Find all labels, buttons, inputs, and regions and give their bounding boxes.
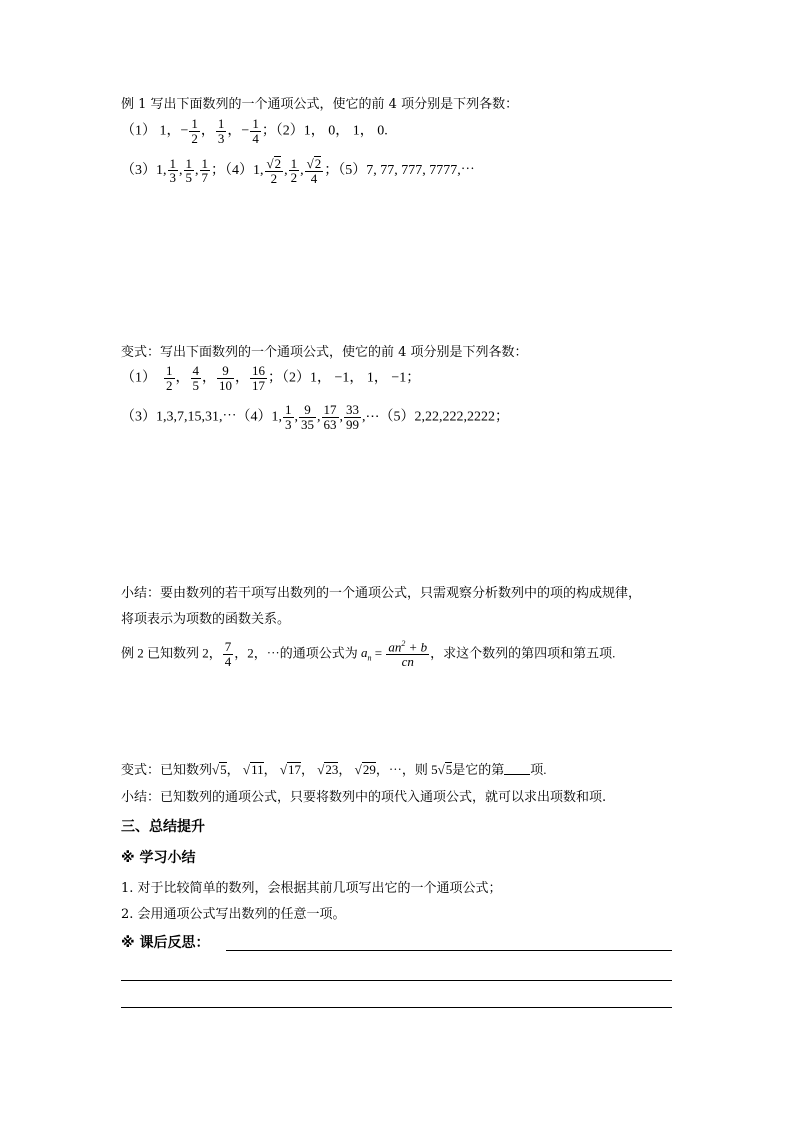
fraction: $\frac{1}{2}$ xyxy=(166,363,173,393)
fraction: $\frac{9}{35}$ xyxy=(301,402,314,432)
summary1-line2: 将项表示为项数的函数关系。 xyxy=(121,612,291,627)
fraction: $\frac{1}{5}$ xyxy=(185,155,192,186)
fraction: $\frac{9}{10}$ xyxy=(219,363,232,393)
variation2: 变式：已知数列√ 5， √ 11， √ 17， √ 23， √ 29，⋯，则 5√ 5是它的第 项. xyxy=(121,762,547,776)
example1-line2: （3）1, $\frac{1}{3}$ , $\frac{1}{5}$ , $\frac{1}{7}$ ；（4）1, √ $\frac{2}{2}$ , $\frac{1}{2}$ , √ $\frac{2}{4}$ ；（5）7, 77, 777, 7777,⋯ xyxy=(121,156,475,185)
fraction: $\frac{1}{2}$ xyxy=(290,155,298,186)
fraction: $\frac{4}{5}$ xyxy=(192,363,199,393)
fraction: $\frac{17}{63}$ xyxy=(323,402,337,432)
reflection-line-2 xyxy=(121,980,672,981)
study-item-2: 2. 会用通项公式写出数列的任意一项。 xyxy=(121,907,346,922)
variation1-line2: （3）1,3,7,15,31,⋯（4）1, $\frac{1}{3}$ , $\frac{9}{35}$ , $\frac{17}{63}$ , $\frac{33}{99}$ ,⋯（5）2,22,222,2222； xyxy=(121,402,509,432)
example1-intro: 例 1 写出下面数列的一个通项公式，使它的前 4 项分别是下列各数： xyxy=(121,97,519,112)
fraction: $\frac{7}{4}$ xyxy=(224,639,232,669)
example1-line1: （1） 1，− $\frac{1}{2}$ ， $\frac{1}{3}$ ，− $\frac{1}{4}$ ；（2）1， 0， 1， 0. xyxy=(121,116,388,146)
section-heading: 三、总结提升 xyxy=(121,819,205,835)
summary2: 小结：已知数列的通项公式，只要将数列中的项代入通项公式，就可以求出项数和项. xyxy=(121,790,607,805)
fraction: $\frac{1}{3}$ xyxy=(217,116,225,146)
fraction: $\frac{1}{2}$ xyxy=(191,116,198,146)
fraction: $\frac{33}{99}$ xyxy=(346,402,359,432)
variation1-line1: （1） $\frac{1}{2}$ ， $\frac{4}{5}$ ， $\frac{9}{10}$ ， $\frac{16}{17}$ ；（2）1， −1， 1， −1； xyxy=(121,363,421,393)
study-item-1: 1. 对于比较简单的数列，会根据其前几项写出它的一个通项公式； xyxy=(121,881,502,896)
variation1-intro: 变式：写出下面数列的一个通项公式，使它的前 4 项分别是下列各数： xyxy=(121,345,528,360)
study-summary-title: ※ 学习小结 xyxy=(121,850,196,866)
fraction: $\frac{1}{3}$ xyxy=(285,402,292,432)
reflection-line-3 xyxy=(121,1007,672,1008)
fraction: √ $\frac{2}{2}$ xyxy=(265,156,284,185)
formula-fraction: $\frac{an^2 + b}{cn}$ xyxy=(388,639,428,669)
fraction: $\frac{1}{4}$ xyxy=(252,116,259,146)
reflection-line-1 xyxy=(226,950,672,951)
fraction: √ $\frac{2}{4}$ xyxy=(305,156,324,185)
summary1-line1: 小结：要由数列的若干项写出数列的一个通项公式，只需观察分析数列中的项的构成规律， xyxy=(121,586,642,601)
example2: 例 2 已知数列 2， $\frac{7}{4}$ ，2，⋯的通项公式为 $a_n$ = $\frac{an^2 + b}{cn}$ ，求这个数列的第四项和第五项. xyxy=(121,639,616,669)
fraction: $\frac{16}{17}$ xyxy=(252,363,265,393)
reflection-label: ※ 课后反思： xyxy=(121,935,210,951)
answer-blank xyxy=(504,762,530,775)
fraction: $\frac{1}{3}$ xyxy=(169,155,176,186)
fraction: $\frac{1}{7}$ xyxy=(201,155,208,186)
